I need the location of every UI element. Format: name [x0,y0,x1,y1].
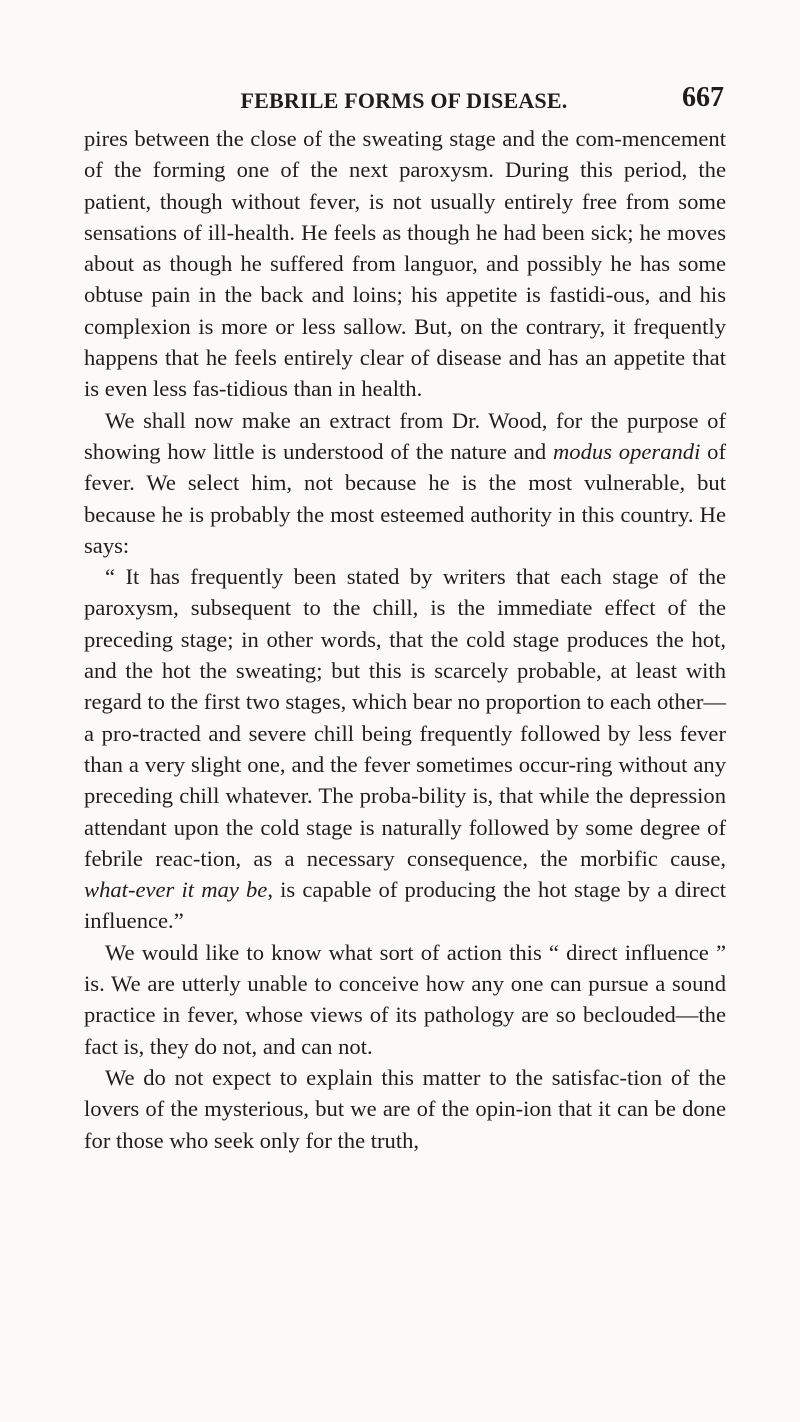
running-head [84,78,724,118]
paragraph-closing: We do not expect to explain this matter to the satisfac-tion of the lovers of the mysterious, but we are of the opin-ion that it can be done for those who seek only for the truth, [84,1064,726,1153]
running-head-title: FEBRILE FORMS OF DISEASE. [240,88,568,113]
text-run: , is capable of producing the hot stage by a direct influence.” [84,877,726,934]
page-number: 667 [682,82,724,113]
paragraph-commentary: We would like to know what sort of action this “ direct influence ” is. We are utterly unable to conceive how any one can pursue a sound practice in fever, whose views of its pathology are so beclouded—the fact is, they do not, and can not. [84,939,726,1059]
paragraph-quotation [84,561,726,937]
text-run: of fever. We select him, not because he is the most vulnerable, but because he is probably the most esteemed authority in this country. He says: [84,438,726,558]
text-run: “ It has frequently been stated by writers that each stage of the paroxysm, subsequent to the chill, is the immediate effect of the preceding stage; in other words, that the cold stage produces the hot, and the hot the sweating; but this is scarcely probable, at least with regard to the first two stages, which bear no proportion to each other—a pro-tracted and severe chill being frequently followed by less fever than a very slight one, and the fever sometimes occur-ring without any preceding chill whatever. The proba-bility is, that while the depression attendant upon the cold stage is naturally followed by some degree of febrile reac-tion, as a necessary consequence, the morbific cause, [84,564,726,871]
italic-term: what-ever it may be [84,877,268,903]
body-text [84,123,726,1156]
paragraph-continuation: pires between the close of the sweating stage and the com-mencement of the forming one of the next paroxysm. During this period, the patient, though without fever, is not usually entirely free from some sensations of ill-health. He feels as though he had been sick; he moves about as though he suffered from languor, and possibly he has some obtuse pain in the back and loins; his appetite is fastidi-ous, and his complexion is more or less sallow. But, on the contrary, it frequently happens that he feels entirely clear of disease and has an appetite that is even less fas-tidious than in health. [84,126,726,402]
text-run: We shall now make an extract from Dr. Wood, for the purpose of showing how little is understood of the nature and [84,407,726,464]
italic-term: modus operandi [552,438,701,464]
paragraph-extract-intro [84,405,726,561]
